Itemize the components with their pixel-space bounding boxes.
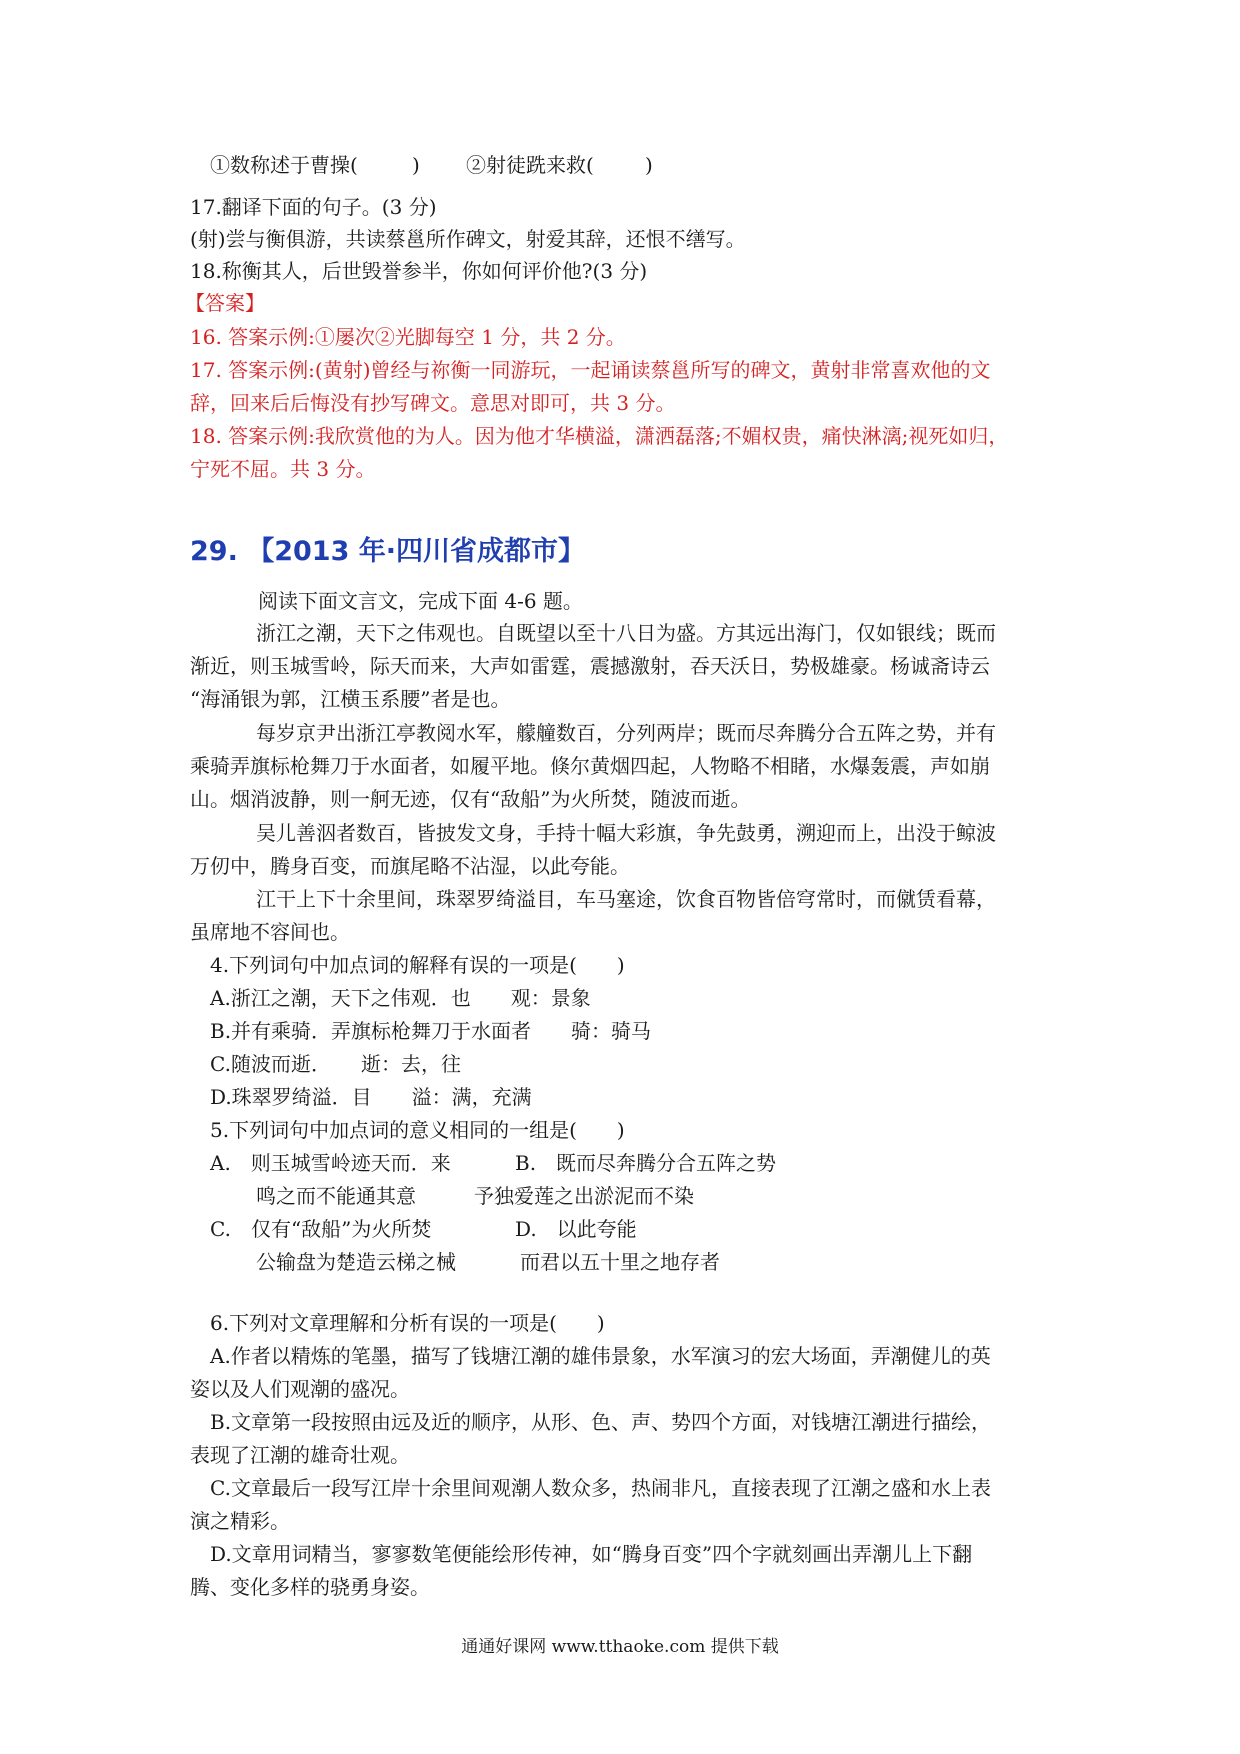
passage-p1-line-2: 渐近，则玉城雪岭，际天而来，大声如雷霆，震撼激射，吞天沃日，势极雄豪。杨诚斋诗云	[190, 654, 990, 678]
question-6-option-d-line-2: 腾、变化多样的骁勇身姿。	[190, 1575, 430, 1599]
passage-p4-line-2: 虽席地不容间也。	[190, 920, 350, 944]
question-4: 4.下列词句中加点词的解释有误的一项是( )	[210, 953, 625, 977]
answer-18-line-1: 18. 答案示例:我欣赏他的为人。因为他才华横溢，潇洒磊落;不媚权贵，痛快淋漓;视死如归，	[190, 424, 1009, 448]
answer-17-line-2: 辞，回来后后悔没有抄写碑文。意思对即可，共 3 分。	[190, 391, 676, 415]
passage-p1-line-1: 浙江之潮，天下之伟观也。自既望以至十八日为盛。方其远出海门，仅如银线；既而	[256, 621, 996, 645]
q16-item-2-text: ②射徒跣来救(	[466, 153, 594, 177]
q16-item-1-text: ①数称述于曹操(	[210, 153, 358, 177]
question-5-option-c-line-2: 公输盘为楚造云梯之械	[256, 1250, 456, 1274]
answer-label: 【答案】	[185, 291, 265, 315]
answer-16: 16. 答案示例:①屡次②光脚每空 1 分，共 2 分。	[190, 325, 626, 349]
passage-p4-line-1: 江干上下十余里间，珠翠罗绮溢目，车马塞途，饮食百物皆倍穹常时，而僦赁看幕，	[256, 887, 996, 911]
q16-item-1-close: )	[412, 153, 420, 177]
page-footer: 通通好课网 www.tthaoke.com 提供下载	[461, 1637, 779, 1657]
passage-p2-line-3: 山。烟消波静，则一舸无迹，仅有“敌船”为火所焚，随波而逝。	[190, 787, 751, 811]
passage-p2-line-2: 乘骑弄旗标枪舞刀于水面者，如履平地。倏尔黄烟四起，人物略不相睹，水爆轰震，声如崩	[190, 754, 990, 778]
question-4-option-d: D.珠翠罗绮溢．目 溢：满，充满	[210, 1085, 532, 1109]
question-5: 5.下列词句中加点词的意义相同的一组是( )	[210, 1118, 625, 1142]
question-17-sentence: (射)尝与衡俱游，共读蔡邕所作碑文，射爱其辞，还恨不缮写。	[190, 227, 746, 251]
question-17: 17.翻译下面的句子。(3 分)	[190, 195, 437, 219]
question-6-option-c-line-2: 演之精彩。	[190, 1509, 290, 1533]
answer-18-line-2: 宁死不屈。共 3 分。	[190, 457, 376, 481]
passage-p3-line-2: 万仞中，腾身百变，而旗尾略不沾湿，以此夸能。	[190, 854, 630, 878]
passage-p3-line-1: 吴儿善泅者数百，皆披发文身，手持十幅大彩旗，争先鼓勇，溯迎而上，出没于鲸波	[256, 821, 996, 845]
question-5-option-d-line-1: D. 以此夸能	[515, 1217, 637, 1241]
question-18: 18.称衡其人，后世毁誉参半，你如何评价他?(3 分)	[190, 259, 648, 283]
question-5-option-d-line-2: 而君以五十里之地存者	[520, 1250, 720, 1274]
section-heading: 29. 【2013 年·四川省成都市】	[190, 536, 586, 567]
passage-p1-line-3: “海涌银为郭，江横玉系腰”者是也。	[190, 687, 511, 711]
question-6-option-c-line-1: C.文章最后一段写江岸十余里间观潮人数众多，热闹非凡，直接表现了江潮之盛和水上表	[210, 1476, 991, 1500]
question-6: 6.下列对文章理解和分析有误的一项是( )	[210, 1311, 605, 1335]
question-6-option-d-line-1: D.文章用词精当，寥寥数笔便能绘形传神，如“腾身百变”四个字就刻画出弄潮儿上下翻	[210, 1542, 973, 1566]
question-5-option-b-line-1: B. 既而尽奔腾分合五阵之势	[515, 1151, 777, 1175]
question-6-option-a-line-2: 姿以及人们观潮的盛况。	[190, 1377, 410, 1401]
answer-17-line-1: 17. 答案示例:(黄射)曾经与祢衡一同游玩，一起诵读蔡邕所写的碑文，黄射非常喜欢他的文	[190, 358, 991, 382]
question-5-option-b-line-2: 予独爱莲之出淤泥而不染	[474, 1184, 694, 1208]
question-6-option-b-line-2: 表现了江潮的雄奇壮观。	[190, 1443, 410, 1467]
question-6-option-b-line-1: B.文章第一段按照由远及近的顺序，从形、色、声、势四个方面，对钱塘江潮进行描绘，	[210, 1410, 992, 1434]
question-4-option-c: C.随波而逝． 逝：去，往	[210, 1052, 461, 1076]
question-4-option-a: A.浙江之潮，天下之伟观．也 观：景象	[210, 986, 591, 1010]
question-5-option-a-line-2: 鸣之而不能通其意	[256, 1184, 416, 1208]
question-5-option-c-line-1: C. 仅有“敌船”为火所焚	[210, 1217, 432, 1241]
q16-item-2-close: )	[645, 153, 653, 177]
passage-p2-line-1: 每岁京尹出浙江亭教阅水军，艨艟数百，分列两岸；既而尽奔腾分合五阵之势，并有	[256, 721, 996, 745]
question-4-option-b: B.并有乘骑．弄旗标枪舞刀于水面者 骑：骑马	[210, 1019, 652, 1043]
question-5-option-a-line-1: A. 则玉城雪岭迹天而．来	[210, 1151, 451, 1175]
question-6-option-a-line-1: A.作者以精炼的笔墨，描写了钱塘江潮的雄伟景象，水军演习的宏大场面，弄潮健儿的英	[210, 1344, 991, 1368]
passage-intro: 阅读下面文言文，完成下面 4-6 题。	[258, 589, 583, 613]
